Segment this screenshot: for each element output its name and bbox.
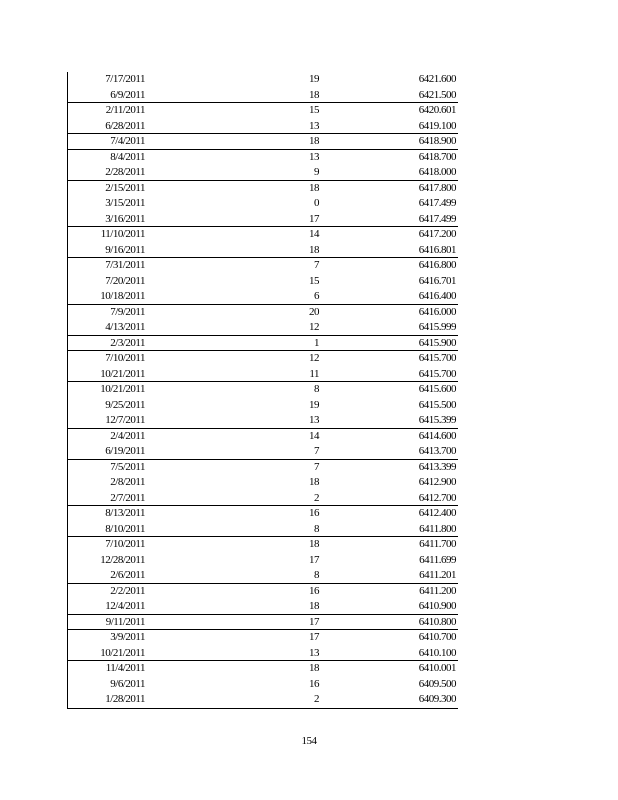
value-cell: 6410.700	[418, 631, 456, 643]
count-cell: 17	[309, 631, 319, 643]
date-cell: 9/11/2011	[105, 615, 145, 628]
table-row	[68, 629, 458, 646]
table-row	[68, 335, 458, 352]
value-cell: 6416.701	[418, 274, 456, 287]
table-row	[68, 413, 458, 429]
value-cell: 6417.200	[418, 228, 456, 240]
count-cell: 18	[309, 476, 319, 488]
date-cell: 7/17/2011	[105, 73, 145, 85]
count-cell: 11	[309, 367, 319, 380]
value-cell: 6411.201	[419, 569, 456, 581]
value-cell: 6415.399	[418, 414, 456, 426]
table-row	[68, 475, 458, 491]
count-cell: 17	[309, 212, 319, 225]
date-cell: 10/21/2011	[100, 367, 145, 380]
count-cell: 17	[309, 553, 319, 566]
value-cell: 6412.700	[418, 491, 456, 504]
date-cell: 2/4/2011	[110, 429, 145, 442]
table-row	[68, 536, 458, 553]
count-cell: 14	[309, 429, 319, 442]
count-cell: 16	[309, 677, 319, 690]
table-row	[68, 614, 458, 631]
date-cell: 8/4/2011	[110, 150, 145, 163]
date-cell: 10/21/2011	[100, 383, 145, 395]
table-row	[68, 367, 458, 383]
date-cell: 3/15/2011	[105, 197, 145, 209]
table-row	[68, 398, 458, 414]
value-cell: 6415.700	[418, 352, 456, 364]
count-cell: 13	[309, 119, 319, 132]
value-cell: 6416.000	[418, 305, 456, 318]
table-row	[68, 505, 458, 522]
count-cell: 7	[314, 445, 319, 457]
date-cell: 9/6/2011	[110, 677, 145, 690]
table-row	[68, 444, 458, 460]
date-cell: 6/19/2011	[105, 445, 145, 457]
count-cell: 18	[309, 243, 319, 256]
value-cell: 6410.100	[418, 646, 456, 659]
value-cell: 6411.699	[419, 553, 456, 566]
value-cell: 6411.800	[419, 522, 456, 535]
table-row	[68, 119, 458, 135]
value-cell: 6415.900	[418, 336, 456, 349]
count-cell: 13	[309, 150, 319, 163]
table-row	[68, 149, 458, 166]
value-cell: 6415.700	[418, 367, 456, 380]
count-cell: 20	[309, 305, 319, 318]
date-cell: 2/7/2011	[110, 491, 145, 504]
value-cell: 6413.700	[418, 445, 456, 457]
value-cell: 6417.499	[418, 197, 456, 209]
count-cell: 15	[309, 104, 319, 116]
value-cell: 6418.700	[418, 150, 456, 163]
count-cell: 18	[309, 135, 319, 147]
count-cell: 12	[309, 321, 319, 333]
data-table	[67, 72, 458, 709]
value-cell: 6419.100	[418, 119, 456, 132]
date-cell: 8/13/2011	[105, 507, 145, 519]
date-cell: 12/4/2011	[105, 600, 145, 612]
table-row	[68, 350, 458, 367]
table-row	[68, 196, 458, 212]
table-row	[68, 165, 458, 181]
table-row	[68, 212, 458, 228]
date-cell: 3/9/2011	[110, 631, 145, 643]
table-row	[68, 692, 458, 708]
value-cell: 6410.900	[418, 600, 456, 612]
table-row	[68, 320, 458, 336]
date-cell: 2/8/2011	[110, 476, 145, 488]
table-row	[68, 522, 458, 538]
count-cell: 14	[309, 228, 319, 240]
value-cell: 6421.500	[418, 88, 456, 101]
table-row	[68, 180, 458, 197]
table-row	[68, 304, 458, 321]
value-cell: 6417.499	[418, 212, 456, 225]
date-cell: 10/21/2011	[100, 646, 145, 659]
count-cell: 18	[309, 662, 319, 674]
value-cell: 6409.300	[418, 693, 456, 705]
date-cell: 6/28/2011	[105, 119, 145, 132]
value-cell: 6416.800	[418, 259, 456, 271]
table-row	[68, 459, 458, 476]
count-cell: 17	[309, 615, 319, 628]
value-cell: 6418.000	[418, 166, 456, 178]
date-cell: 7/10/2011	[105, 352, 145, 364]
table-row	[68, 289, 458, 305]
table-row	[68, 428, 458, 445]
count-cell: 9	[314, 166, 319, 178]
table-row	[68, 102, 458, 119]
count-cell: 19	[309, 73, 319, 85]
date-cell: 9/16/2011	[105, 243, 145, 256]
date-cell: 7/20/2011	[105, 274, 145, 287]
table-row	[68, 133, 458, 150]
date-cell: 3/16/2011	[105, 212, 145, 225]
value-cell: 6421.600	[418, 73, 456, 85]
value-cell: 6412.900	[418, 476, 456, 488]
value-cell: 6411.700	[419, 538, 456, 550]
value-cell: 6410.800	[418, 615, 456, 628]
date-cell: 2/28/2011	[105, 166, 145, 178]
table-row	[68, 646, 458, 662]
value-cell: 6414.600	[418, 429, 456, 442]
count-cell: 7	[314, 460, 319, 473]
table-row	[68, 243, 458, 259]
value-cell: 6411.200	[419, 584, 456, 597]
count-cell: 0	[314, 197, 319, 209]
count-cell: 16	[309, 584, 319, 597]
table-row	[68, 226, 458, 243]
date-cell: 7/31/2011	[105, 259, 145, 271]
value-cell: 6412.400	[418, 507, 456, 519]
date-cell: 12/28/2011	[100, 553, 145, 566]
date-cell: 7/5/2011	[110, 460, 145, 473]
count-cell: 12	[309, 352, 319, 364]
count-cell: 18	[309, 600, 319, 612]
date-cell: 2/3/2011	[110, 336, 145, 349]
count-cell: 2	[314, 693, 319, 705]
count-cell: 6	[314, 290, 319, 302]
date-cell: 8/10/2011	[105, 522, 145, 535]
date-cell: 1/28/2011	[105, 693, 145, 705]
date-cell: 11/4/2011	[105, 662, 145, 674]
value-cell: 6415.600	[418, 383, 456, 395]
date-cell: 7/9/2011	[110, 305, 145, 318]
table-row	[68, 274, 458, 290]
date-cell: 11/10/2011	[100, 228, 145, 240]
date-cell: 12/7/2011	[105, 414, 145, 426]
count-cell: 13	[309, 646, 319, 659]
count-cell: 8	[314, 569, 319, 581]
table-row	[68, 88, 458, 104]
date-cell: 2/11/2011	[105, 104, 145, 116]
date-cell: 7/10/2011	[105, 538, 145, 550]
date-cell: 4/13/2011	[105, 321, 145, 333]
count-cell: 8	[314, 522, 319, 535]
table-row	[68, 553, 458, 569]
count-cell: 18	[309, 538, 319, 550]
table-row	[68, 599, 458, 615]
count-cell: 18	[309, 181, 319, 194]
value-cell: 6415.500	[418, 398, 456, 411]
date-cell: 2/15/2011	[105, 181, 145, 194]
table-row	[68, 660, 458, 677]
count-cell: 1	[314, 336, 319, 349]
count-cell: 18	[309, 88, 319, 101]
table-row	[68, 257, 458, 274]
count-cell: 7	[314, 259, 319, 271]
count-cell: 15	[309, 274, 319, 287]
value-cell: 6416.400	[418, 290, 456, 302]
value-cell: 6416.801	[418, 243, 456, 256]
value-cell: 6413.399	[418, 460, 456, 473]
value-cell: 6418.900	[418, 135, 456, 147]
value-cell: 6420.601	[418, 104, 456, 116]
date-cell: 7/4/2011	[110, 135, 145, 147]
count-cell: 2	[314, 491, 319, 504]
count-cell: 16	[309, 507, 319, 519]
page-number: 154	[301, 735, 317, 747]
table-row	[68, 568, 458, 584]
value-cell: 6415.999	[418, 321, 456, 333]
value-cell: 6417.800	[418, 181, 456, 194]
value-cell: 6410.001	[418, 662, 456, 674]
count-cell: 13	[309, 414, 319, 426]
date-cell: 9/25/2011	[105, 398, 145, 411]
table-row	[68, 72, 458, 88]
date-cell: 6/9/2011	[110, 88, 145, 101]
value-cell: 6409.500	[418, 677, 456, 690]
date-cell: 2/6/2011	[110, 569, 145, 581]
table-row	[68, 677, 458, 693]
date-cell: 10/18/2011	[100, 290, 145, 302]
count-cell: 8	[314, 383, 319, 395]
count-cell: 19	[309, 398, 319, 411]
table-row	[68, 491, 458, 507]
table-row	[68, 381, 458, 398]
date-cell: 2/2/2011	[110, 584, 145, 597]
table-row	[68, 583, 458, 600]
